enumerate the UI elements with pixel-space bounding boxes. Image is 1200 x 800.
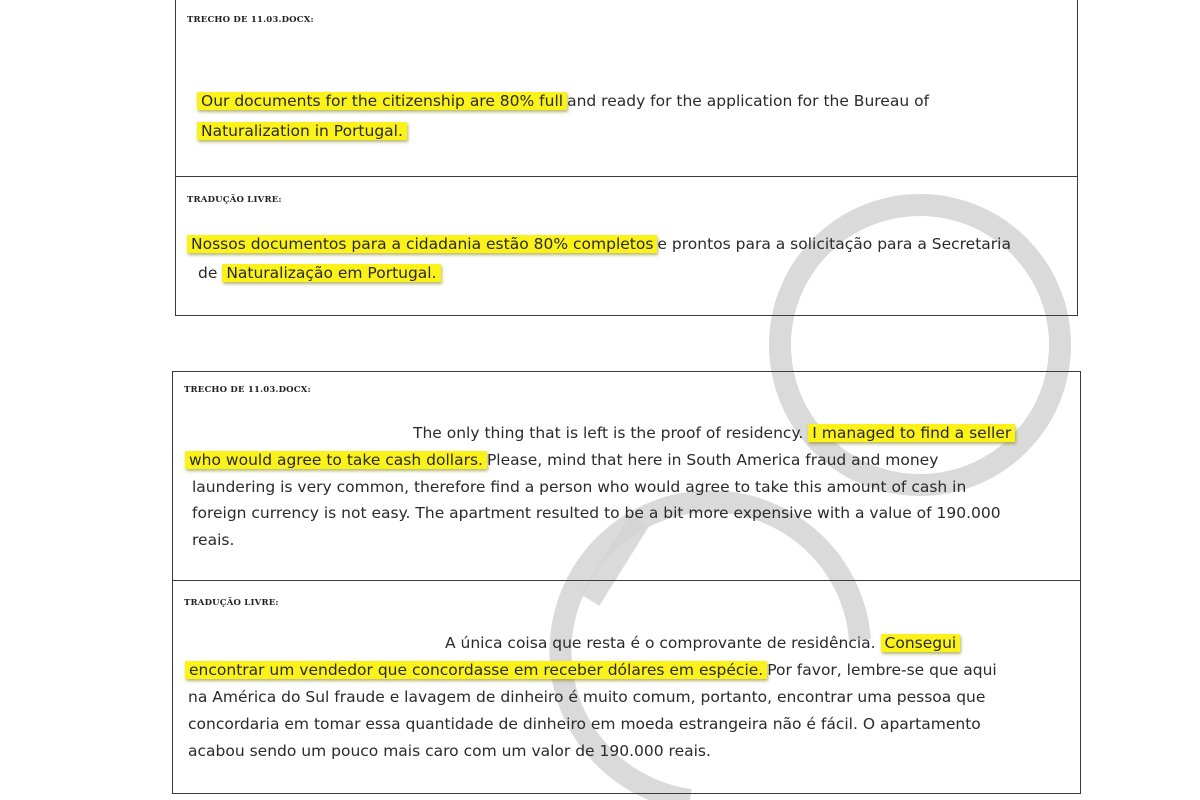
translation-text (198, 260, 441, 286)
translation-label: TRADUÇÃO LIVRE: (187, 195, 282, 205)
excerpt-text (197, 88, 929, 114)
excerpt-label: TRECHO DE 11.03.DOCX: (187, 15, 314, 25)
document-block-2 (172, 371, 1081, 794)
document-block-1 (175, 0, 1078, 316)
highlighted-text: Consegui (881, 634, 961, 652)
translation-text-rest: e prontos para a solicitação para a Secretaria (657, 235, 1011, 253)
highlighted-text: who would agree to take cash dollars. (185, 451, 487, 469)
highlighted-text: Our documents for the citizenship are 80% full (197, 92, 567, 110)
translation-text (187, 231, 1011, 257)
excerpt-text: reais. (192, 531, 235, 549)
translation-text-pre: A única coisa que resta é o comprovante de residência. (445, 634, 876, 652)
translation-label: TRADUÇÃO LIVRE: (184, 598, 279, 608)
translation-text (445, 630, 960, 656)
excerpt-text: foreign currency is not easy. The apartment resulted to be a bit more expensive with a value of 190.000 (192, 504, 1001, 522)
highlighted-text: Naturalization in Portugal. (197, 122, 407, 140)
excerpt-label: TRECHO DE 11.03.DOCX: (184, 385, 311, 395)
translation-text-rest: Por favor, lembre-se que aqui (767, 661, 997, 679)
translation-text: na América do Sul fraude e lavagem de dinheiro é muito comum, portanto, encontrar uma pessoa que (188, 688, 986, 706)
excerpt-text (197, 118, 407, 144)
section-divider (173, 580, 1080, 581)
highlighted-text: Nossos documentos para a cidadania estão 80% completos (187, 235, 657, 253)
translation-text: concordaria em tomar essa quantidade de dinheiro em moeda estrangeira não é fácil. O apartamento (188, 715, 981, 733)
translation-text-pre: de (198, 264, 223, 282)
excerpt-text-rest: Please, mind that here in South America fraud and money (486, 451, 939, 469)
excerpt-text: laundering is very common, therefore find a person who would agree to take this amount of cash in (192, 478, 967, 496)
highlighted-text: I managed to find a seller (808, 424, 1015, 442)
excerpt-text (185, 447, 938, 473)
excerpt-text (413, 420, 1015, 446)
highlighted-text: Naturalização em Portugal. (222, 264, 440, 282)
excerpt-text-pre: The only thing that is left is the proof of residency. (413, 424, 804, 442)
section-divider (176, 176, 1077, 177)
translation-text: acabou sendo um pouco mais caro com um valor de 190.000 reais. (188, 742, 711, 760)
highlighted-text: encontrar um vendedor que concordasse em receber dólares em espécie. (185, 661, 767, 679)
excerpt-text-rest: and ready for the application for the Bureau of (567, 92, 930, 110)
translation-text (185, 657, 997, 683)
